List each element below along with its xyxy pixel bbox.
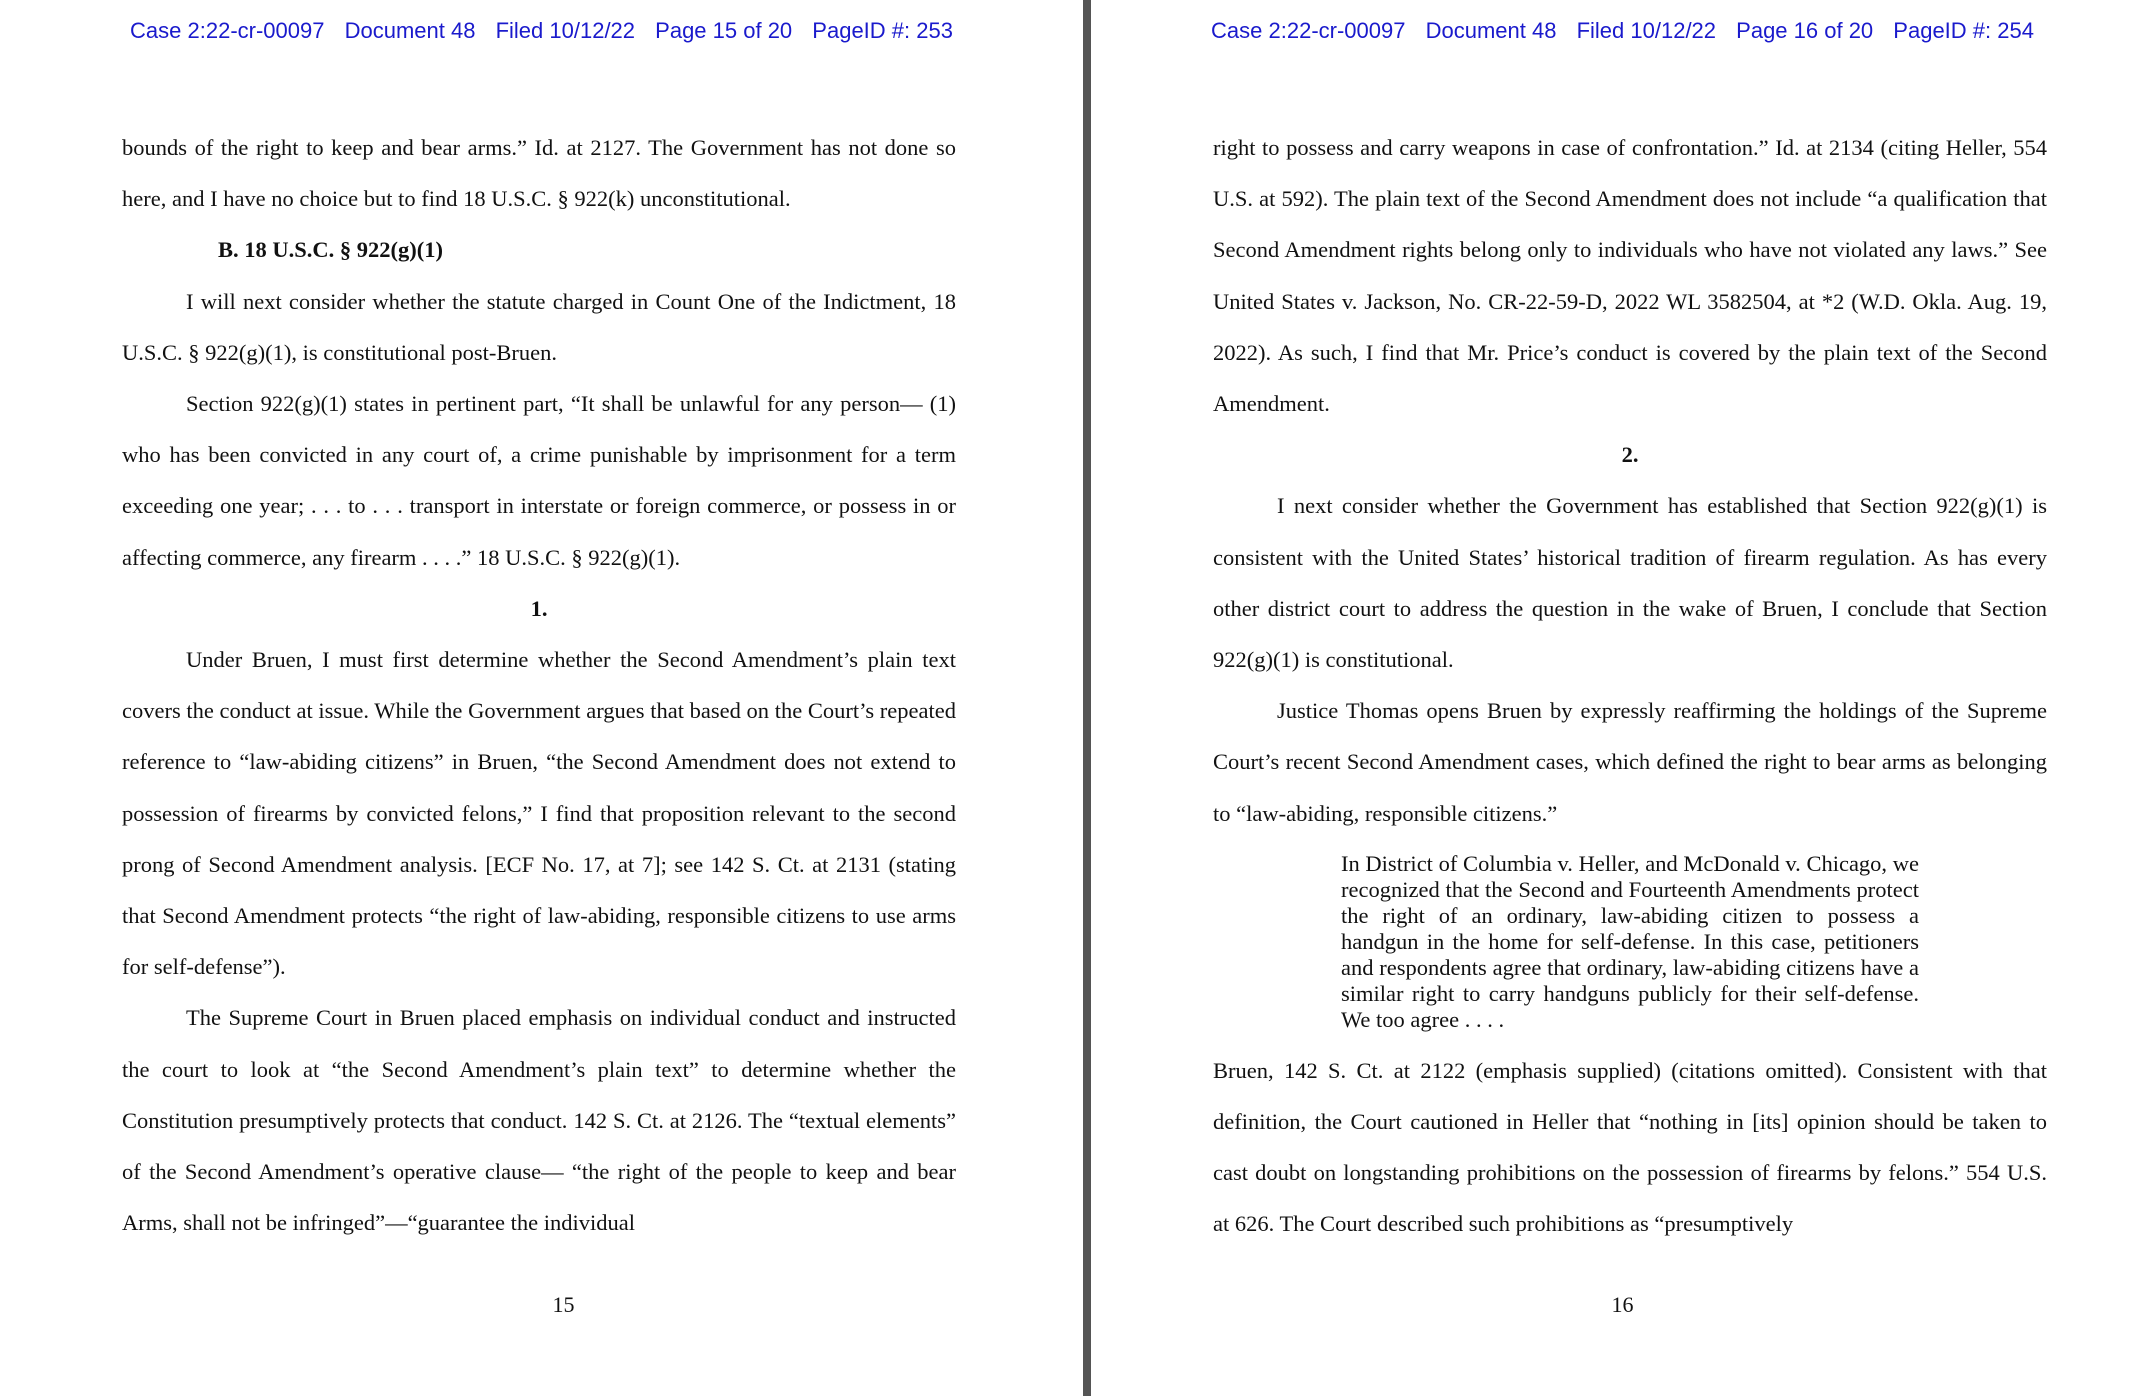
- section-heading: B. 18 U.S.C. § 922(g)(1): [218, 237, 443, 263]
- paragraph: bounds of the right to keep and bear arms.” Id. at 2127. The Government has not done so here, and I have no choice but to find 18 U.S.C. § 922(k) unconstitutional.: [122, 135, 956, 212]
- paragraph: The Supreme Court in Bruen placed emphasis on individual conduct and instructed the court to look at “the Second Amendment’s plain text” to determine whether the Constitution presumptively protects that conduct. 142 S. Ct. at 2126. The “textual elements” of the Second Amendment’s operative clause— “the right of the people to keep and bear Arms, shall not be infringed”—“guarantee the individual: [122, 1005, 956, 1236]
- block-quote: In District of Columbia v. Heller, and McDonald v. Chicago, we recognized that the Second and Fourteenth Amendments protect the right of an ordinary, law-abiding citizen to possess a handgun in the home for self-defense. In this case, petitioners and respondents agree that ordinary, law-abiding citizens have a similar right to carry handguns publicly for their self-defense. We too agree . . . .: [1341, 850, 1919, 1032]
- subsection-heading: 1.: [530, 595, 548, 621]
- page-number: 15: [552, 1292, 575, 1317]
- paragraph: right to possess and carry weapons in case of confrontation.” Id. at 2134 (citing Heller, 554 U.S. at 592). The plain text of the Second Amendment does not include “a qualification that Second Amendment rights belong only to individuals who have not violated any laws.” See United States v. Jackson, No. CR-22-59-D, 2022 WL 3582504, at *2 (W.D. Okla. Aug. 19, 2022). As such, I find that Mr. Price’s conduct is covered by the plain text of the Second Amendment.: [1213, 135, 2047, 417]
- page-divider: [1083, 0, 1091, 1396]
- paragraph: I next consider whether the Government has established that Section 922(g)(1) is consistent with the United States’ historical tradition of firearm regulation. As has every other district court to address the question in the wake of Bruen, I conclude that Section 922(g)(1) is constitutional.: [1213, 493, 2047, 673]
- paragraph: I will next consider whether the statute charged in Count One of the Indictment, 18 U.S.C. § 922(g)(1), is constitutional post-Bruen.: [122, 288, 956, 365]
- header-document: Document 48: [344, 18, 476, 43]
- header-pageid: PageID #: 254: [1893, 18, 2034, 43]
- paragraph: Under Bruen, I must first determine whether the Second Amendment’s plain text covers the conduct at issue. While the Government argues that based on the Court’s repeated reference to “law-abiding citizens” in Bruen, “the Second Amendment does not extend to possession of firearms by convicted felons,” I find that proposition relevant to the second prong of Second Amendment analysis. [ECF No. 17, at 7]; see 142 S. Ct. at 2131 (stating that Second Amendment protects “the right of law-abiding, responsible citizens to use arms for self-defense”).: [122, 647, 956, 980]
- page-header: [1091, 18, 2154, 44]
- page-header: [0, 18, 1083, 44]
- header-case: Case 2:22-cr-00097: [130, 18, 325, 43]
- header-filed: Filed 10/12/22: [495, 18, 636, 43]
- page-body: [122, 122, 956, 1248]
- header-case: Case 2:22-cr-00097: [1211, 18, 1406, 43]
- paragraph: Bruen, 142 S. Ct. at 2122 (emphasis supplied) (citations omitted). Consistent with that definition, the Court cautioned in Heller that “nothing in [its] opinion should be taken to cast doubt on longstanding prohibitions on the possession of firearms by felons.” 554 U.S. at 626. The Court described such prohibitions as “presumptively: [1213, 1057, 2047, 1237]
- page-body: [1213, 122, 2047, 1250]
- page-number: 16: [1611, 1292, 1634, 1317]
- right-page: [1091, 0, 2154, 1396]
- subsection-heading: 2.: [1621, 442, 1639, 468]
- header-pageid: PageID #: 253: [812, 18, 953, 43]
- header-document: Document 48: [1425, 18, 1557, 43]
- header-page: Page 15 of 20: [655, 18, 793, 43]
- header-filed: Filed 10/12/22: [1576, 18, 1717, 43]
- paragraph: Justice Thomas opens Bruen by expressly reaffirming the holdings of the Supreme Court’s recent Second Amendment cases, which defined the right to bear arms as belonging to “law-abiding, responsible citizens.”: [1213, 698, 2047, 826]
- paragraph: Section 922(g)(1) states in pertinent part, “It shall be unlawful for any person— (1) who has been convicted in any court of, a crime punishable by imprisonment for a term exceeding one year; . . . to . . . transport in interstate or foreign commerce, or possess in or affecting commerce, any firearm . . . .” 18 U.S.C. § 922(g)(1).: [122, 391, 956, 570]
- header-page: Page 16 of 20: [1736, 18, 1874, 43]
